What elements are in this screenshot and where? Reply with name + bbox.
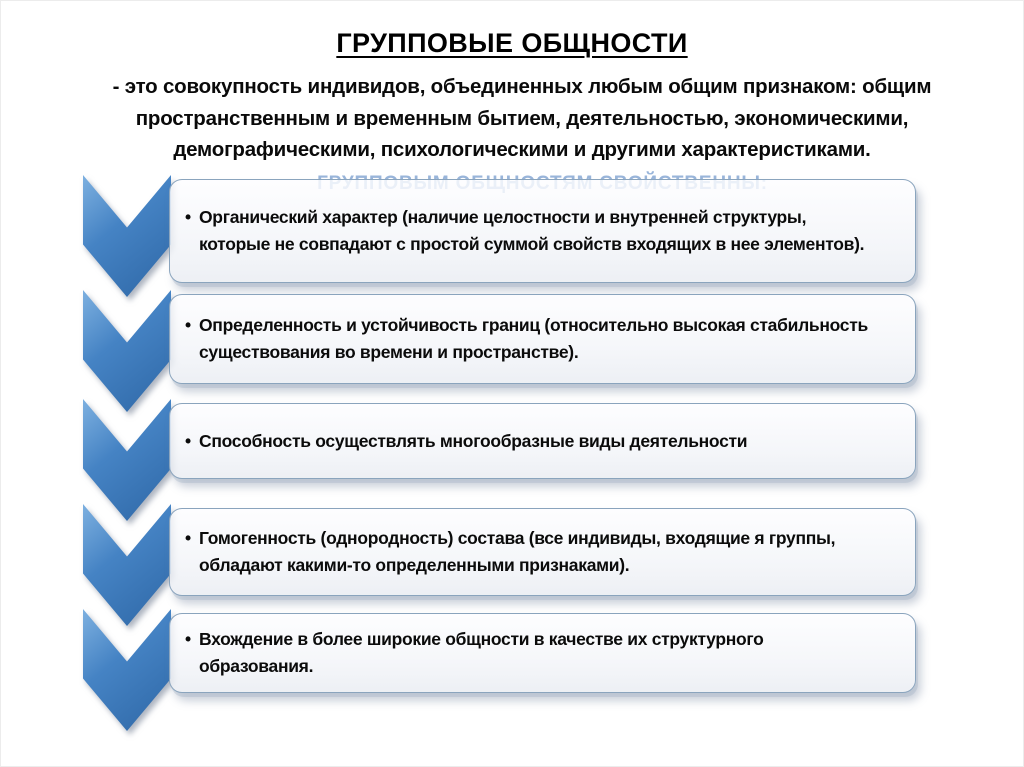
down-chevron-icon [83, 504, 171, 626]
down-chevron-icon [83, 399, 171, 521]
definition-line: демографическими, психологическими и другими характеристиками. [173, 138, 871, 161]
item-line: Определенность и устойчивость границ (относительно высокая стабильность [199, 315, 868, 335]
down-chevron-icon [83, 290, 171, 412]
list-item-text [199, 312, 868, 366]
list-item [169, 508, 916, 596]
down-chevron-shape [83, 504, 171, 626]
item-line: образования. [199, 656, 314, 676]
list-item-content [170, 525, 843, 579]
list-item [169, 294, 916, 384]
page-title-text: ГРУППОВЫЕ ОБЩНОСТИ [336, 28, 688, 58]
bullet-icon: • [185, 315, 191, 335]
page-title [1, 28, 1023, 59]
item-line: Способность осуществлять многообразные виды деятельности [199, 430, 748, 451]
definition-line: пространственным и временным бытием, деятельностью, экономическими, [135, 106, 909, 130]
definition-text [29, 71, 1015, 166]
item-line: Вхождение в более широкие общности в качестве их структурного [199, 629, 764, 649]
item-line: которые не совпадают с простой суммой свойств входящих в нее элементов). [199, 234, 865, 254]
list-item-content [170, 312, 876, 366]
list-item-content [170, 428, 755, 455]
item-line: Гомогенность (однородность) состава (все индивиды, входящие я группы, [199, 528, 836, 548]
bullet-icon: • [185, 528, 191, 548]
list-item-text [199, 525, 835, 579]
list-item-text [199, 626, 764, 680]
list-item [169, 613, 916, 693]
item-line: существования во времени и пространстве). [199, 342, 579, 362]
list-item [169, 403, 916, 479]
list-item [169, 179, 916, 283]
down-chevron-shape [83, 290, 171, 412]
list-item-content [170, 204, 872, 258]
list-item-text [199, 204, 864, 258]
item-line: обладают какими-то определенными признаками). [199, 555, 630, 575]
down-chevron-shape [83, 175, 171, 297]
down-chevron-shape [83, 399, 171, 521]
bullet-icon: • [185, 430, 191, 451]
down-chevron-icon [83, 609, 171, 731]
item-line: Органический характер (наличие целостности и внутренней структуры, [199, 207, 807, 227]
definition-line: - это совокупность индивидов, объединенных любым общим признаком: общим [112, 75, 932, 98]
bullet-icon: • [185, 629, 191, 649]
down-chevron-shape [83, 609, 171, 731]
down-chevron-icon [83, 175, 171, 297]
list-item-content [170, 626, 772, 680]
list-item-text [199, 428, 747, 455]
bullet-icon: • [185, 207, 191, 227]
